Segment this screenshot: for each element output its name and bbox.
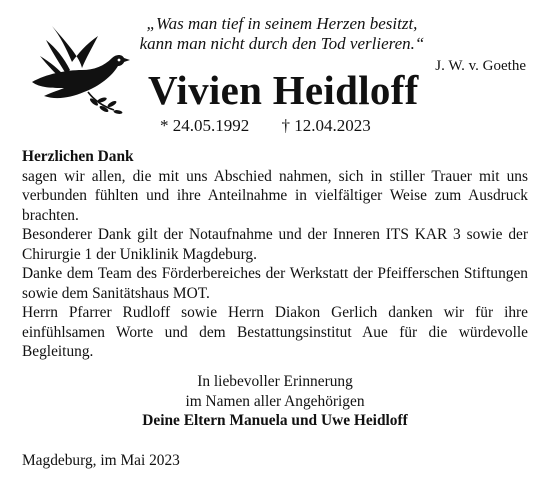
place-and-date: Magdeburg, im Mai 2023 (22, 452, 180, 469)
thanks-text (22, 147, 528, 362)
quote-line-1: „Was man tief in seinem Herzen besitzt, (146, 14, 418, 33)
quote-author: J. W. v. Goethe (435, 58, 526, 74)
thanks-paragraph: sagen wir allen, die mit uns Abschied nahmen, sich in stiller Trauer mit uns verbunden fühlten und ihre Anteilnahme in vielfältiger Weise zum Ausdruck brachten. (22, 167, 528, 224)
signature-parents: Deine Eltern Manuela und Uwe Heidloff (142, 412, 408, 429)
dove-icon (22, 18, 134, 118)
goethe-quote (132, 14, 432, 54)
closing-line-2: im Namen aller Angehörigen (185, 392, 365, 410)
death-date: † 12.04.2023 (281, 116, 371, 135)
birth-date: * 24.05.1992 (160, 116, 250, 135)
thanks-heading: Herzlichen Dank (22, 148, 134, 165)
deceased-name: Vivien Heidloff (148, 67, 419, 113)
thanks-paragraph: Besonderer Dank gilt der Notaufnahme und der Inneren ITS KAR 3 sowie der Chirurgie 1 der Uniklinik Magdeburg. (22, 226, 528, 263)
closing-line-1: In liebevoller Erinnerung (197, 373, 353, 390)
thanks-paragraph: Herrn Pfarrer Rudloff sowie Herrn Diakon Gerlich danken wir für ihre einfühlsamen Worte und dem Bestattungsinstitut Aue für die würdevolle Begleitung. (22, 304, 528, 360)
thanks-paragraph: Danke dem Team des Förderbereiches der Werkstatt der Pfeifferschen Stiftungen sowie dem Sanitätshaus MOT. (22, 265, 528, 302)
quote-line-2: kann man nicht durch den Tod verlieren.“ (139, 34, 425, 53)
closing-block (22, 372, 528, 431)
life-dates (160, 116, 371, 136)
